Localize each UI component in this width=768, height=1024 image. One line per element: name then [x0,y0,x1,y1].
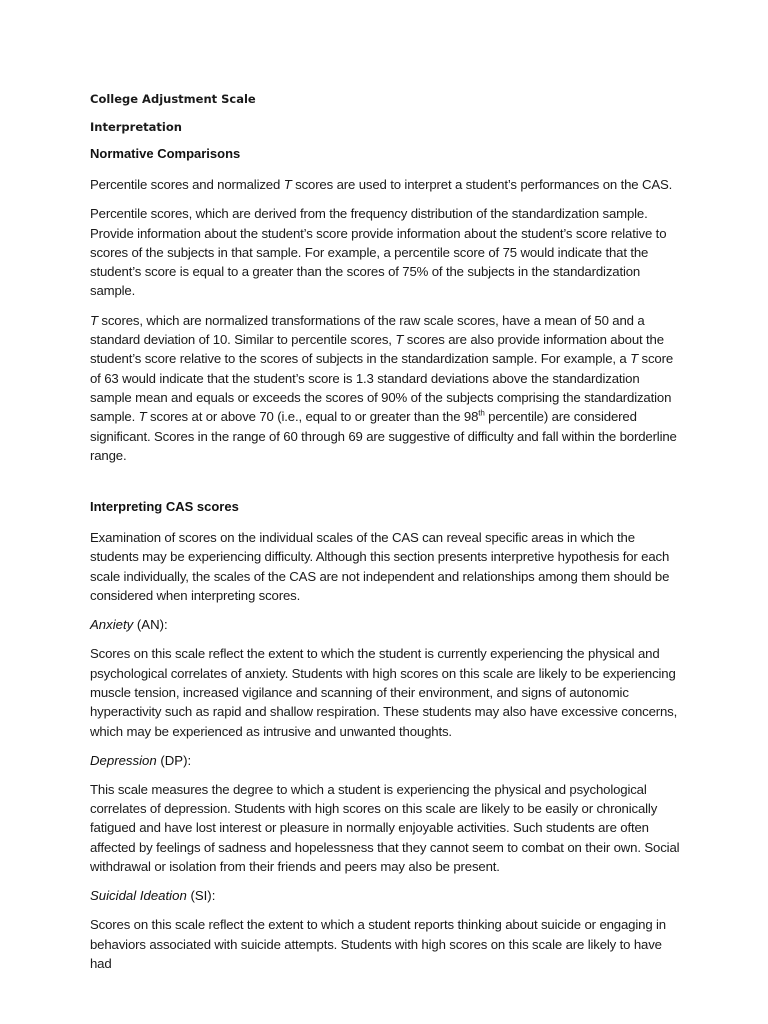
normative-paragraph-1 [90,175,684,194]
t-italic: T [283,177,292,192]
t-italic: T [395,332,404,348]
interpreting-cas-heading: Interpreting CAS scores [90,499,239,515]
scale-text-suicidal-ideation: Scores on this scale reflect the extent to which a student reports thinking about suicide or engaging in behaviors associated with suicide attempts. Students with high scores on this scale are likely to have had [90,917,666,971]
text-run: scores are used to interpret a student’s performances on the CAS. [291,177,673,192]
document-title: College Adjustment Scale [90,92,256,106]
text-run: Percentile scores and normalized [90,177,284,192]
text-run: percentile) are considered significant. Scores in the range of 60 through 69 are suggestive of difficulty and fall within the borderline range. [90,409,677,463]
section-spacer [90,475,684,499]
normative-comparisons-heading: Normative Comparisons [90,146,241,161]
scale-heading-depression [90,751,684,770]
interpreting-intro: Examination of scores on the individual scales of the CAS can reveal specific areas in which the students may be experiencing difficulty. Although this section presents interpretive hypothesis for each scale individually, the scales of the CAS are not independent and relationships among them should be considered when interpreting scores. [90,530,670,604]
text-run: scores at or above 70 (i.e., equal to or greater than the 98 [146,409,479,425]
scale-name: Suicidal Ideation [90,888,187,904]
scale-abbr: (SI): [186,888,216,904]
t-italic: T [630,351,639,367]
t-italic: T [90,312,98,328]
document-subtitle: Interpretation [90,120,182,134]
superscript: th [478,408,485,418]
scale-text-depression: This scale measures the degree to which a student is experiencing the physical and psychological correlates of depression. Students with high scores on this scale are likely to be easily or chronically fatigued and have lost interest or pleasure in normally enjoyable activities. Such students are often affected by feelings of sadness and hopelessness that they cannot seem to combat on their own. Social withdrawal or isolation from their friends and peers may also be present. [90,781,680,875]
t-italic: T [138,409,147,425]
scale-text-anxiety: Scores on this scale reflect the extent to which the student is currently experiencing the physical and psychological correlates of anxiety. Students with high scores on this scale are likely to be experiencing muscle tension, increased vigilance and scanning of their environment, and signs of autonomic hyperactivity such as rapid and shallow respiration. These students may also have excessive concerns, which may be experienced as intrusive and unwanted thoughts. [90,646,678,739]
text-run: scores are also provide information about the student’s score relative to the scores of subjects in the standardization sample. For example, a [90,332,664,367]
scale-abbr: (AN): [133,617,168,633]
scale-heading-anxiety [90,615,684,634]
normative-paragraph-3 [90,311,684,465]
text-run: score of 63 would indicate that the student’s score is 1.3 standard deviations above the standardization sample mean and equals or exceeds the scores of 90% of the subjects comprising the standardization sample. [90,351,674,425]
scale-name: Anxiety [90,617,134,633]
scale-name: Depression [90,752,157,768]
text-run: scores, which are normalized transformations of the raw scale scores, have a mean of 50 and a standard deviation of 10. Similar to percentile scores, [90,312,645,348]
scale-abbr: (DP): [156,752,192,768]
normative-paragraph-2: Percentile scores, which are derived from the frequency distribution of the standardization sample. Provide information about the student’s score provide information about the student’s score relative to scores of the subjects in that sample. For example, a percentile score of 75 would indicate that the student’s score is equal to a greater than the scores of 75% of the subjects in the standardization sample. [90,206,667,299]
scale-heading-suicidal-ideation [90,886,684,905]
